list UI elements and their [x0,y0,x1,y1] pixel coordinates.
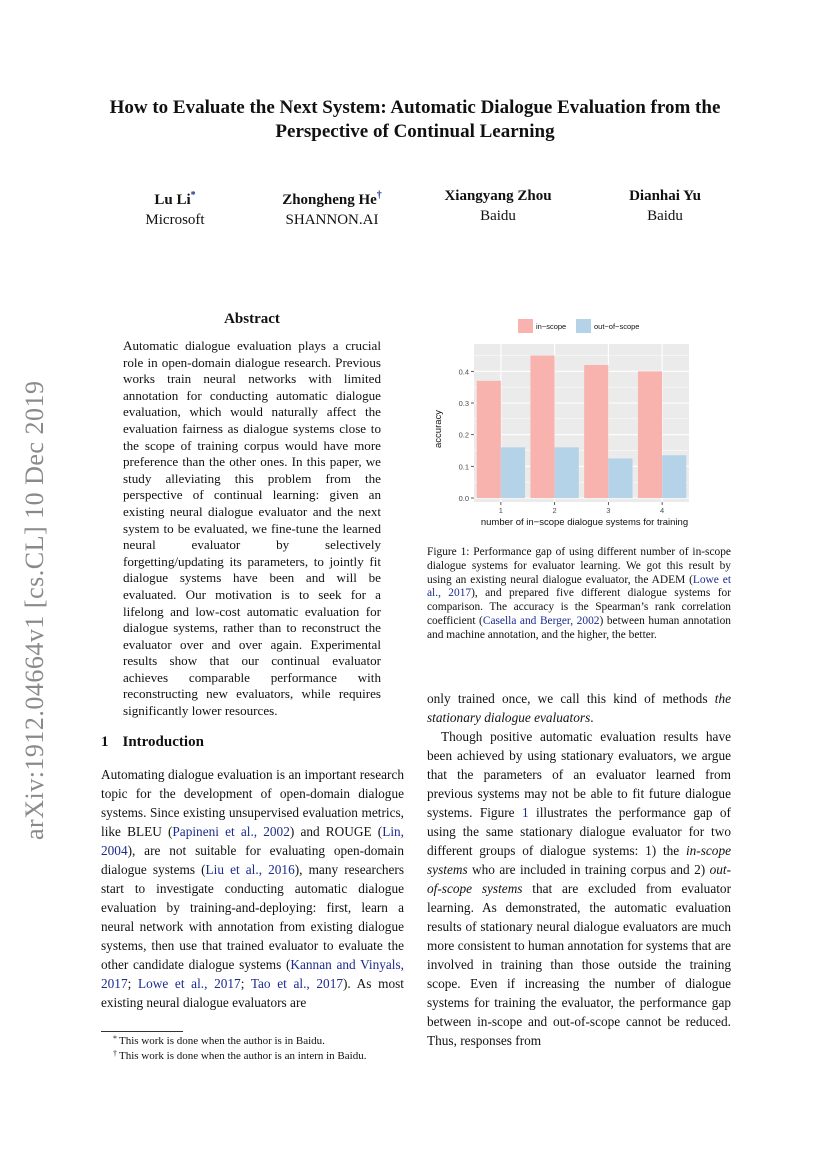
y-tick-label: 0.3 [458,399,469,408]
paper-title: How to Evaluate the Next System: Automatic Dialogue Evaluation from the Perspective of Continual Learning [109,97,721,142]
author-mark: † [376,190,382,201]
section-title: Introduction [122,734,204,750]
y-axis-title: accuracy [433,409,444,449]
figure-reference-link[interactable]: 1 [521,805,529,820]
text-run: ). As most existing neural dialogue evaluators are [101,976,404,1010]
bar-in-scope [477,381,501,498]
citation-link[interactable]: Lowe et al., 2017 [427,573,731,600]
x-tick-label: 2 [552,506,557,515]
figure-caption [427,546,731,643]
y-tick-label: 0.0 [458,494,469,503]
footnote-2 [113,1049,367,1063]
footnote-text: This work is done when the author is an intern in Baidu. [119,1050,367,1062]
bar-out-of-scope [662,455,686,498]
author-affiliation: Baidu [647,208,683,224]
citation-link[interactable]: Liu et al., 2016 [205,862,295,877]
author-name: Xiangyang Zhou [444,188,552,204]
bar-in-scope [584,365,608,498]
emphasis: the stationary dialogue evaluators [427,691,731,725]
footnote-1 [113,1034,325,1048]
abstract-text: Automatic dialogue evaluation plays a crucial role in open-domain dialogue research. Previous works train neural networks with limited annotation for conducting automatic dialogue evaluation, which would naturally affect the evaluation fairness as dialogue systems close to the scope of training corpus would have more preference than the other ones. In this paper, we study alleviating this problem from the perspective of continual learning: given an existing neural dialogue evaluator and the next system to be evaluated, we fine-tune the learned neural evaluator by selectively forgetting/updating its parameters, to jointly fit dialogue systems have been and will be evaluated. Our motivation is to seek for a lifelong and low-cost automatic evaluation for dialogue systems, rather than to reconstruct the evaluator over and over again. Experimental results show that our continual evaluator achieves comparable performance with reconstructing new evaluators, while requires significantly lower resources. [123,338,381,719]
section-heading [101,734,204,751]
author-1 [120,186,230,230]
citation-link[interactable]: Lowe et al., 2017 [137,976,241,991]
author-mark: * [190,190,196,201]
author-name: Lu Li [154,192,191,208]
text-run: ), are not suitable for evaluating open-domain dialogue systems ( [101,843,404,877]
bar-in-scope [530,356,554,499]
y-tick-label: 0.1 [458,462,469,472]
text-run: only trained once, we call this kind of methods [427,691,715,706]
footnote-text: This work is done when the author is in Baidu. [119,1035,325,1047]
author-name: Dianhai Yu [629,188,701,204]
paragraph [427,689,731,727]
text-run: ; [127,976,138,991]
abstract-heading: Abstract [224,311,280,327]
bar-in-scope [638,371,662,498]
right-column-text [427,689,731,1050]
section-number: 1 [101,734,109,750]
footnote-mark: * [113,1034,117,1043]
text-run: ) and ROUGE ( [289,824,383,839]
x-tick-label: 1 [498,506,503,515]
legend-key-in-scope [518,319,533,333]
text-run: Figure 1: Performance gap of using different number of in-scope dialogue systems for evaluator learning. We got this result by using an existing neural dialogue evaluator, the ADEM ( [427,546,731,586]
text-run: . [590,710,594,725]
legend-label: out−of−scope [594,322,640,331]
legend-key-out-of-scope [576,319,591,333]
emphasis: out-of-scope systems [427,862,731,896]
citation-link[interactable]: Papineni et al., 2002 [172,824,290,839]
x-axis-title: number of in−scope dialogue systems for training [480,517,689,528]
footnote-mark: † [113,1049,117,1058]
author-affiliation: Microsoft [145,212,205,228]
emphasis: in-scope systems [427,843,731,877]
text-run: ; [240,976,251,991]
author-affiliation: SHANNON.AI [285,212,379,228]
citation-link[interactable]: Casella and Berger, 2002 [482,614,600,627]
text-run: Automating dialogue evaluation is an important research topic for the development of open-domain dialogue systems. Since existing unsupervised evaluation metrics, like BLEU ( [101,767,404,839]
text-run: ), many researchers start to investigate conducting automatic dialogue evaluation by training-and-deploying: first, learn a neural network with annotation from existing dialogue systems, then use that trained evaluator to evaluate the other candidate dialogue systems ( [101,862,405,972]
bar-out-of-scope [555,447,579,498]
text-run: ), and prepared five different dialogue systems for comparison. The accuracy is the Spearman’s rank correlation coefficient ( [427,587,732,627]
author-2 [262,186,402,230]
text-run: illustrates the performance gap of using the same stationary dialogue evaluator for two different groups of dialogue systems: 1) the [427,805,731,858]
text-run: who are included in training corpus and 2) [467,862,710,877]
y-tick-label: 0.2 [458,430,469,440]
citation-link[interactable]: Lin, 2004 [101,824,404,858]
y-tick-label: 0.4 [458,367,469,377]
author-3 [428,186,568,226]
arxiv-identifier: arXiv:1912.04664v1 [cs.CL] 10 Dec 2019 [20,380,49,840]
bar-out-of-scope [501,447,525,498]
paragraph [427,727,731,1050]
text-run: that are excluded from evaluator learning. As demonstrated, the automatic evaluation results of stationary neural dialogue evaluators are much more consistent to human annotation for systems that are involved in training than those outside the training scope. Even if increasing the number of dialogue systems for training the evaluator, the performance gap between in-scope and out-of-scope cannot be reduced. Thus, responses from [427,881,731,1048]
citation-link[interactable]: Kannan and Vinyals, 2017 [101,957,404,991]
text-run: Though positive automatic evaluation results have been achieved by using stationary evaluators, we argue that the parameters of an evaluator learned from previous systems may not be able to fit future dialogue systems. Figure [427,729,731,820]
text-run: ) between human annotation and machine annotation, and the higher, the better. [427,614,731,641]
accuracy-bar-chart [425,312,735,534]
x-tick-label: 3 [606,506,611,515]
x-tick-label: 4 [660,506,665,515]
legend-label: in−scope [536,322,567,331]
introduction-text [101,765,404,1012]
author-name: Zhongheng He [282,192,377,208]
citation-link[interactable]: Tao et al., 2017 [250,976,343,991]
bar-out-of-scope [608,458,632,498]
author-4 [605,186,725,226]
author-affiliation: Baidu [480,208,516,224]
